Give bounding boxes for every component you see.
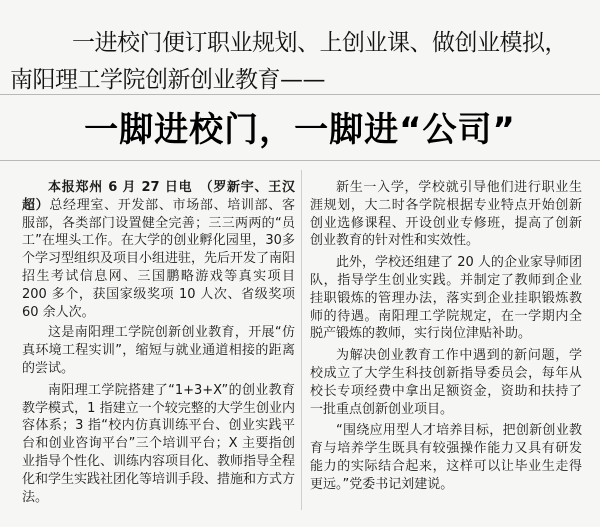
headline: 一脚进校门，一脚进“公司”: [84, 110, 516, 150]
paragraph: 新生一入学，学校就引导他们进行职业生涯规划，大二时各学院根据专业特点开始创新创业选修课程、开设创业专修班，提高了创新创业教育的针对性和实效性。: [310, 180, 582, 249]
paragraph: 南阳理工学院搭建了“1+3+X”的创业教育教学模式，1 指建立一个较完整的大学生创业内容体系；3 指“校内仿真训练平台、创业实践平台和创业咨询平台”三个培训平台；X 主要指创业指导个性化、训练内容项目化、教师指导全程化和学生实践社团化等培训手段、措施和方式方法。: [22, 382, 296, 505]
byline: （罗新宇、王汉超）: [22, 180, 295, 213]
right-column: [310, 179, 582, 498]
subtitle-line-1: 一进校门便订职业规划、上创业课、做创业模拟，: [72, 30, 567, 56]
paragraph: 这是南阳理工学院创新创业教育，开展“仿真环境工程实训”，缩短与就业通道相接的距离的尝试。: [22, 325, 295, 376]
dateline: 本报郑州 6 月 27 日电: [48, 180, 193, 195]
left-column: [22, 179, 295, 510]
paragraph: 为解决创业教育工作中遇到的新问题，学校成立了大学生科技创新指导委员会，每年从校长专项经费中拿出足额资金，资助和扶持了一批重点创新创业项目。: [310, 348, 582, 417]
paragraph: “围绕应用型人才培养目标，把创新创业教育与培养学生既具有较强操作能力又具有研发能力的实际结合起来，这样可以让毕业生走得更远。”党委书记刘建说。: [310, 423, 582, 492]
lead-paragraph: [22, 179, 295, 321]
paragraph-text: 总经理室、开发部、市场部、培训部、客服部，各类部门设置健全完善；三三两两的“员工”在埋头工作。在大学的创业孵化园里，30多个学习型组织及项目小组进驻，先后开发了南阳招生考试信息网、三国鹏略游戏等真实项目 200 多个，获国家级奖项 10 人次、省级奖项 60 余人次。: [22, 197, 296, 320]
divider-top: [0, 94, 600, 95]
paragraph: 此外，学校还组建了 20 人的企业家导师团队，指导学生创业实践。并制定了教师到企业挂职锻炼的管理办法，落实到企业挂职锻炼教师的待遇。南阳理工学院规定，在一学期内全脱产锻炼的教师，实行岗位津贴补助。: [310, 255, 582, 342]
divider-bottom: [0, 160, 600, 161]
subtitle-line-2: 南阳理工学院创新创业教育——: [10, 67, 325, 93]
column-divider: [301, 170, 302, 510]
